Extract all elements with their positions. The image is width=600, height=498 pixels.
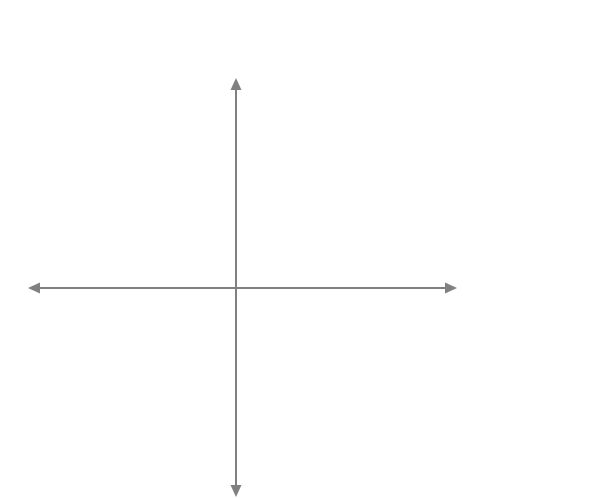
- y-axis-up-arrow-icon: [231, 78, 242, 90]
- y-axis-down-arrow-icon: [231, 485, 242, 497]
- x-axis-left-arrow-icon: [28, 283, 40, 294]
- x-axis-right-arrow-icon: [445, 283, 457, 294]
- coordinate-grid[interactable]: [0, 75, 600, 498]
